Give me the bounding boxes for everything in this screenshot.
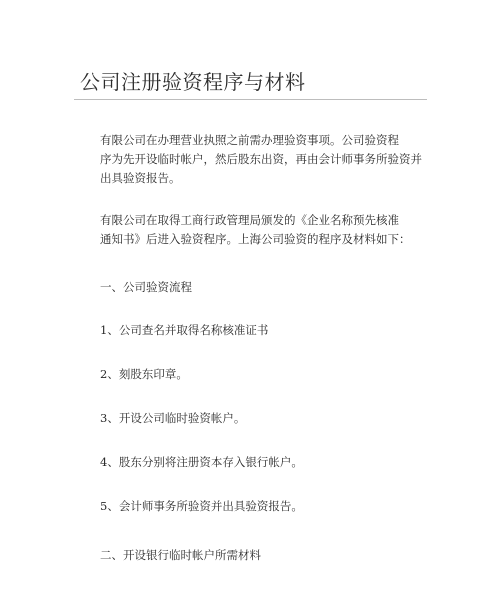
intro-paragraph-line: 有限公司在办理营业执照之前需办理验资事项。公司验资程: [100, 133, 399, 147]
intro-paragraph-line: 出具验资报告。: [100, 171, 181, 185]
section-heading-process: 一、公司验资流程: [100, 280, 192, 294]
section-heading-materials: 二、开设银行临时帐户所需材料: [100, 548, 261, 562]
step-item: 5、会计师事务所验资并出具验资报告。: [100, 499, 303, 513]
step-item: 2、刻股东印章。: [100, 367, 188, 381]
step-item: 1、公司查名并取得名称核准证书: [100, 323, 269, 337]
procedure-paragraph-line: 通知书》后进入验资程序。上海公司验资的程序及材料如下：: [100, 232, 411, 246]
procedure-paragraph: [100, 211, 411, 249]
step-item: 3、开设公司临时验资帐户。: [100, 411, 246, 425]
step-item: 4、股东分别将注册资本存入银行帐户。: [100, 455, 303, 469]
procedure-paragraph-line: 有限公司在取得工商行政管理局颁发的《企业名称预先核准: [100, 213, 399, 227]
document-title: 公司注册验资程序与材料: [80, 70, 306, 94]
intro-paragraph-line: 序为先开设临时帐户，然后股东出资，再由会计师事务所验资并: [100, 152, 422, 166]
intro-paragraph: [100, 131, 422, 188]
title-divider: [74, 99, 427, 100]
